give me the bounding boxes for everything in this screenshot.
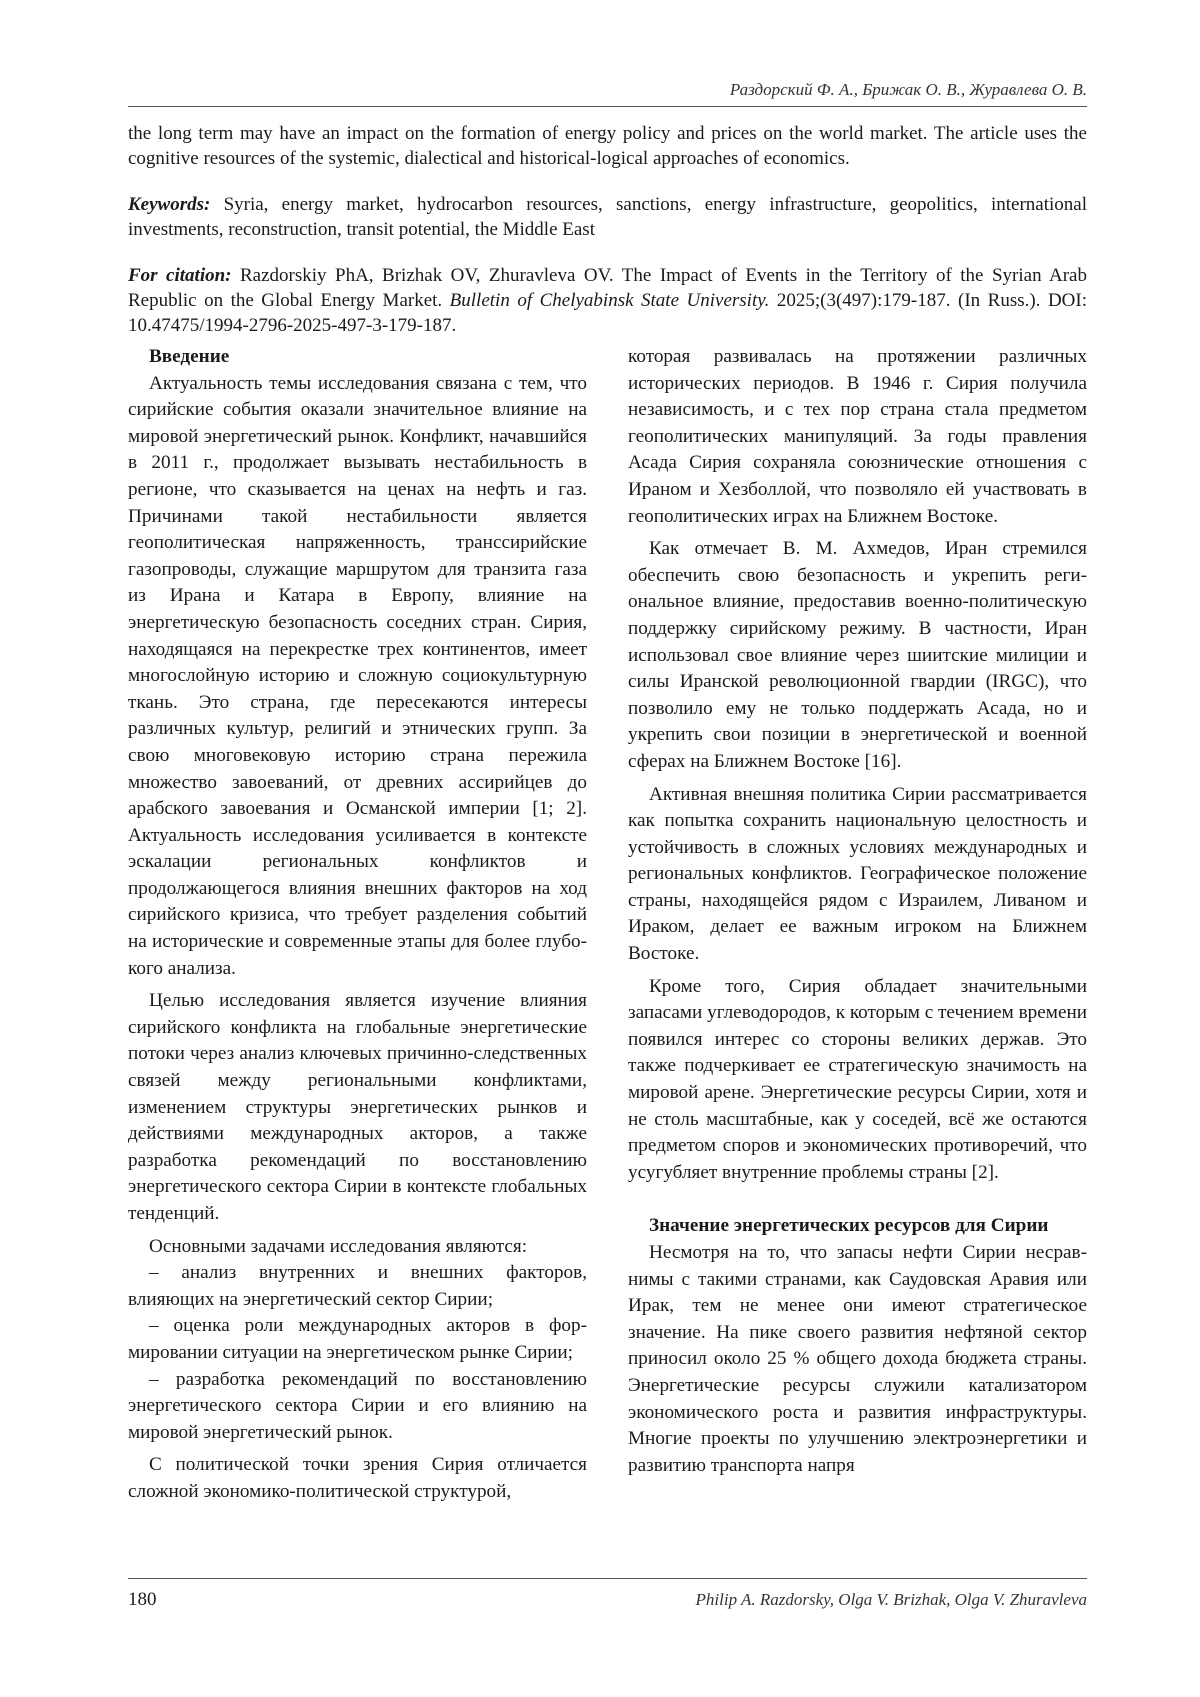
citation bbox=[128, 263, 1087, 338]
footer-authors: Philip A. Razdorsky, Olga V. Brizhak, Olga V. Zhuravleva bbox=[695, 1590, 1087, 1609]
running-header-authors: Раздорский Ф. А., Брижак О. В., Журавлева О. В. bbox=[729, 80, 1087, 99]
keywords bbox=[128, 192, 1087, 242]
right-column bbox=[628, 344, 1087, 1485]
paragraph: которая развивалась на протяжении различных исторических периодов. В 1946 г. Сирия получила независимость, и с тех пор страна стала предметом геополитических манипуляций. За годы правления Асада Сирия сохраняла союзнические отношения с Ираном и Хезболлой, что позволяло ей участвовать в геополитических играх на Ближнем Востоке. bbox=[628, 346, 1087, 527]
abstract-end-text: the long term may have an impact on the formation of energy policy and prices on the world market. The article uses the cognitive resources of the systemic, dialectical and historical-logical approaches of economics. bbox=[128, 123, 1087, 169]
keywords-label: Keywords: bbox=[128, 194, 211, 215]
header-rule bbox=[128, 106, 1087, 107]
left-column bbox=[128, 344, 587, 1512]
citation-label: For citation: bbox=[128, 265, 232, 286]
abstract-block bbox=[128, 121, 1087, 359]
citation-rest: 2025;(3(497):179-187. (In Russ.). DOI: 10.47475/1994-2796-2025-497-3-179-187. bbox=[128, 290, 1087, 336]
list-item: – анализ внутренних и внешних факторов, влияющих на энергетический сектор Сирии; bbox=[128, 1262, 587, 1310]
list-item: – разработка рекомендаций по восстановлению энергетического сектора Сирии и его влиянию на мировой энергетический рынок. bbox=[128, 1368, 587, 1443]
keywords-text: Syria, energy market, hydrocarbon resources, sanctions, energy infrastructure, geopolitics, international investments, reconstruction, transit potential, the Middle East bbox=[128, 194, 1087, 240]
list-item: – оценка роли международных акторов в формировании ситуации на энергетическом рынке Сирии; bbox=[128, 1315, 587, 1363]
citation-journal: Bulletin of Chelyabinsk State University. bbox=[449, 290, 770, 311]
paragraph: С политической точки зрения Сирия отличается сложной экономико-политической структурой, bbox=[128, 1454, 587, 1502]
paragraph: Актуальность темы исследования связана с тем, что сирийские события оказали значительное влияние на мировой энергетический рынок. Конфликт, начавшийся в 2011 г., продолжает вызывать нестабильность в регионе, что сказывается на ценах на нефть и газ. Причинами такой нестабильности является геополитическая напряженность, транссирийские газопроводы, служащие маршрутом для транзита газа из Ирана и Катара в Европу, влияние на энергетическую безопасность соседних стран. Сирия, находящаяся на перекрестке трех континентов, имеет многослойную историю и сложную социокультурную ткань. Это страна, где пересекаются интересы различных культур, религий и этнических групп. За свою многовековую историю страна пережила множество завоеваний, от древних ассирийцев до арабского завоевания и Османской империи [1; 2]. Актуальность исследования усиливается в контексте эскалации региональных конфликтов и продолжающегося влияния внешних факторов на ход сирийского кризиса, что требует разделения событий на исторические и современные этапы для более глубокого анализа. bbox=[128, 372, 587, 979]
section-heading-introduction: Введение bbox=[149, 346, 230, 367]
footer-rule bbox=[128, 1578, 1087, 1579]
paragraph: Основными задачами исследования являются: bbox=[149, 1235, 528, 1257]
paragraph: Кроме того, Сирия обладает значительными запасами углеводородов, к которым с течением времени появился интерес со стороны великих держав. Это также подчеркивает ее стратегическую значимость на мировой арене. Энергетические ресурсы Сирии, хотя и не столь масштабные, как у соседей, всё же остаются предметом споров и экономических противоречий, что усугубляет внутренние проблемы страны [2]. bbox=[628, 975, 1087, 1183]
paragraph: Как отмечает В. М. Ахмедов, Иран стремился обеспечить свою безопасность и укрепить региональное влияние, предоставив военно-политическую поддержку сирийскому режиму. В частности, Иран использовал свое влияние через шиитские милиции и силы Иранской революционной гвардии (IRGC), что позволило ему не только поддержать Асада, но и укрепить свои позиции в энергетической и военной сферах на Ближнем Востоке [16]. bbox=[628, 538, 1087, 772]
page-number: 180 bbox=[128, 1589, 157, 1610]
paragraph: Активная внешняя политика Сирии рассматривается как попытка сохранить национальную целостность и устойчивость в сложных условиях международных и региональных конфликтов. Географическое положение страны, находящейся рядом с Израилем, Ливаном и Ираком, делает ее важным игроком на Ближнем Востоке. bbox=[628, 783, 1087, 965]
paragraph: Целью исследования является изучение влияния сирийского конфликта на глобальные энергетические потоки через анализ ключевых причинно-следственных связей между региональными конфликтами, изменением структуры энергетических рынков и действиями международных акторов, а также разработка рекомендаций по восстановлению энергетического сектора Сирии в контексте глобальных тенденций. bbox=[128, 990, 587, 1224]
citation-text: Razdorskiy PhA, Brizhak OV, Zhuravleva OV. The Impact of Events in the Territory of the Syrian Arab Republic on the Global Energy Market. bbox=[128, 265, 1087, 311]
paragraph: Несмотря на то, что запасы нефти Сирии несравнимы с такими странами, как Саудовская Аравия или Ирак, тем не менее они имеют стратегическое значение. На пике своего развития нефтяной сектор приносил около 25 % общего дохода бюджета страны. Энергетические ресурсы служили катализатором экономического роста и развития инфраструктуры. Многие проекты по улучшению электроэнергетики и развитию транспорта напря bbox=[628, 1242, 1087, 1476]
section-heading-energy-resources: Значение энергетических ресурсов для Сирии bbox=[649, 1215, 1049, 1237]
